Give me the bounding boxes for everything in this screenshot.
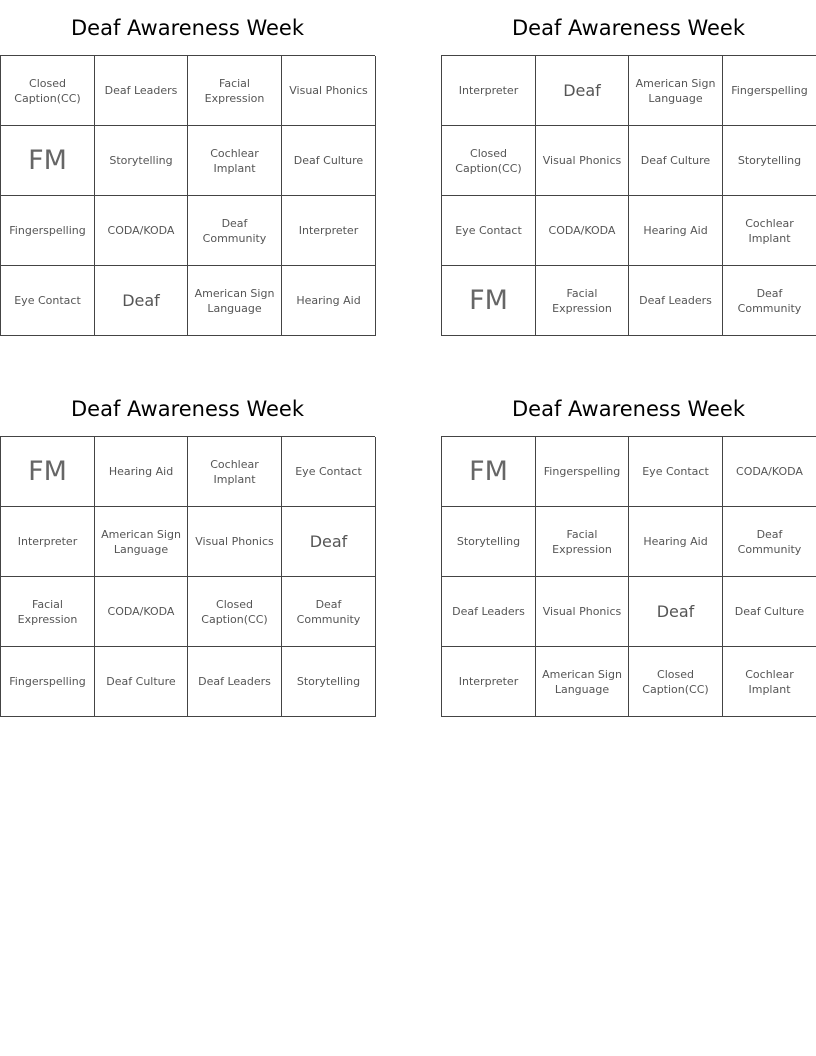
bingo-cell: Deaf Community xyxy=(282,577,376,647)
bingo-cell: Deaf Community xyxy=(188,196,282,266)
bingo-cell: Storytelling xyxy=(442,507,536,577)
bingo-cell: Visual Phonics xyxy=(188,507,282,577)
bingo-cell: Interpreter xyxy=(442,56,536,126)
bingo-cell: Eye Contact xyxy=(442,196,536,266)
bingo-cell: Facial Expression xyxy=(188,56,282,126)
card-title: Deaf Awareness Week xyxy=(71,396,304,421)
bingo-cell: Cochlear Implant xyxy=(723,647,816,717)
bingo-cell: Deaf Culture xyxy=(629,126,723,196)
bingo-cell: Storytelling xyxy=(723,126,816,196)
bingo-cell: Cochlear Implant xyxy=(723,196,816,266)
bingo-cell: Deaf Leaders xyxy=(95,56,188,126)
bingo-cell: CODA/KODA xyxy=(536,196,629,266)
card-title: Deaf Awareness Week xyxy=(71,15,304,40)
bingo-cell: Facial Expression xyxy=(1,577,95,647)
bingo-cell: Hearing Aid xyxy=(629,196,723,266)
free-space-cell: FM xyxy=(442,266,536,336)
bingo-cell: Facial Expression xyxy=(536,507,629,577)
bingo-cell: Storytelling xyxy=(95,126,188,196)
bingo-cell: Deaf Culture xyxy=(95,647,188,717)
bingo-cell: Interpreter xyxy=(1,507,95,577)
bingo-grid xyxy=(0,55,375,336)
bingo-cell: Cochlear Implant xyxy=(188,437,282,507)
bingo-cell: American Sign Language xyxy=(629,56,723,126)
bingo-cell: Fingerspelling xyxy=(1,647,95,717)
bingo-cell: American Sign Language xyxy=(536,647,629,717)
bingo-card-3 xyxy=(0,381,375,717)
bingo-card-1 xyxy=(0,0,375,336)
bingo-cell: Eye Contact xyxy=(629,437,723,507)
bingo-cell: Interpreter xyxy=(442,647,536,717)
bingo-cell: Hearing Aid xyxy=(282,266,376,336)
bingo-cell: Deaf Leaders xyxy=(629,266,723,336)
bingo-cell: Facial Expression xyxy=(536,266,629,336)
bingo-cell: Deaf Community xyxy=(723,507,816,577)
bingo-cell: Deaf Community xyxy=(723,266,816,336)
bingo-cell: Closed Caption(CC) xyxy=(188,577,282,647)
bingo-cell: CODA/KODA xyxy=(95,577,188,647)
free-space-cell: FM xyxy=(1,437,95,507)
bingo-cell: Hearing Aid xyxy=(629,507,723,577)
bingo-cell: Closed Caption(CC) xyxy=(442,126,536,196)
bingo-cell: Interpreter xyxy=(282,196,376,266)
bingo-cell: Visual Phonics xyxy=(536,126,629,196)
bingo-cell: Hearing Aid xyxy=(95,437,188,507)
bingo-cell: Deaf Culture xyxy=(723,577,816,647)
free-space-cell: FM xyxy=(442,437,536,507)
bingo-cell: American Sign Language xyxy=(188,266,282,336)
card-title: Deaf Awareness Week xyxy=(512,396,745,421)
bingo-cell: Closed Caption(CC) xyxy=(1,56,95,126)
bingo-card-4 xyxy=(441,381,816,717)
bingo-cell: Deaf Leaders xyxy=(188,647,282,717)
bingo-cell: Storytelling xyxy=(282,647,376,717)
bingo-cell: American Sign Language xyxy=(95,507,188,577)
bingo-cell: Deaf xyxy=(629,577,723,647)
free-space-cell: FM xyxy=(1,126,95,196)
bingo-cell: Eye Contact xyxy=(1,266,95,336)
bingo-cell: Fingerspelling xyxy=(536,437,629,507)
bingo-grid xyxy=(0,436,375,717)
bingo-cell: Fingerspelling xyxy=(723,56,816,126)
bingo-cell: Deaf xyxy=(282,507,376,577)
bingo-cell: Deaf Leaders xyxy=(442,577,536,647)
bingo-cell: Deaf Culture xyxy=(282,126,376,196)
bingo-cell: Visual Phonics xyxy=(536,577,629,647)
bingo-cell: CODA/KODA xyxy=(723,437,816,507)
bingo-grid xyxy=(441,55,816,336)
bingo-cell: CODA/KODA xyxy=(95,196,188,266)
bingo-card-2 xyxy=(441,0,816,336)
bingo-cell: Deaf xyxy=(95,266,188,336)
bingo-cell: Fingerspelling xyxy=(1,196,95,266)
bingo-cell: Visual Phonics xyxy=(282,56,376,126)
bingo-cell: Closed Caption(CC) xyxy=(629,647,723,717)
bingo-grid xyxy=(441,436,816,717)
card-title: Deaf Awareness Week xyxy=(512,15,745,40)
bingo-cell: Deaf xyxy=(536,56,629,126)
bingo-cell: Eye Contact xyxy=(282,437,376,507)
bingo-cell: Cochlear Implant xyxy=(188,126,282,196)
